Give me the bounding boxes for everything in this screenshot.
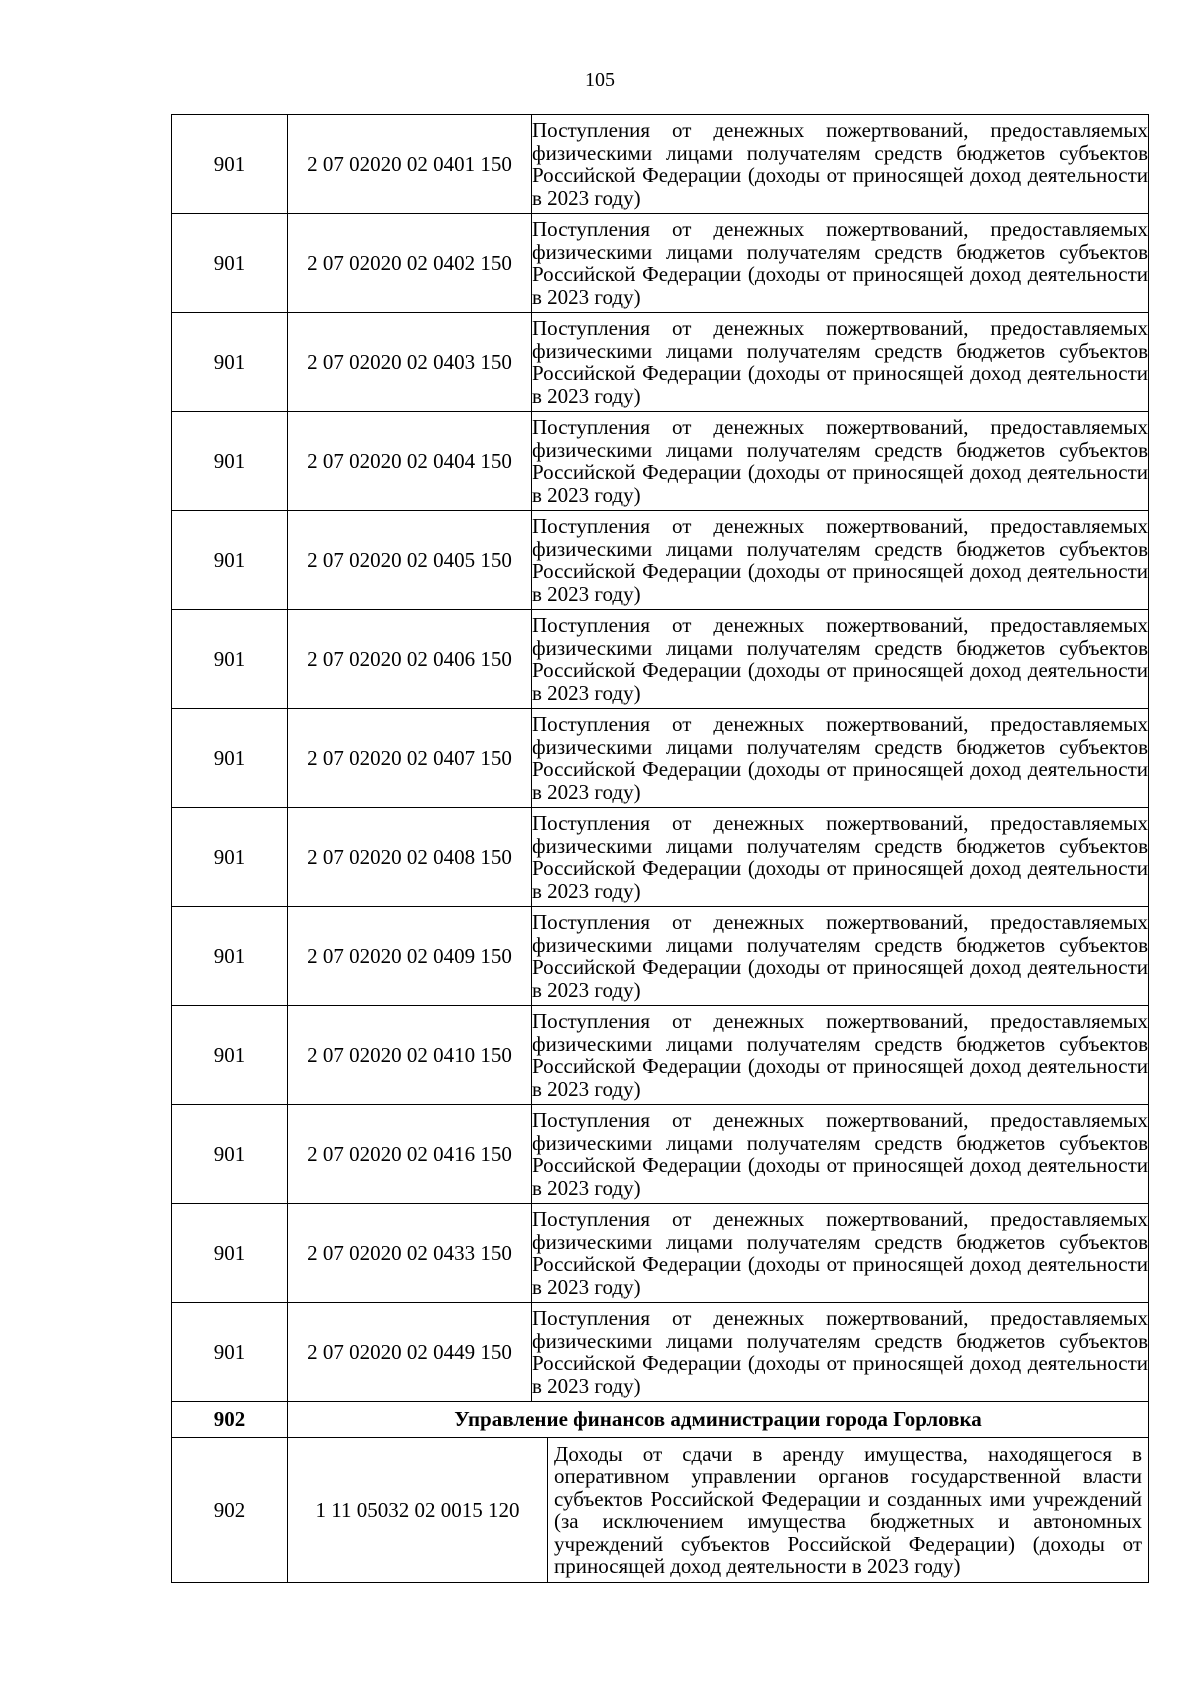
- revenue-code-cell: 2 07 02020 02 0407 150: [288, 709, 532, 808]
- admin-code-cell: 901: [172, 214, 288, 313]
- description-cell: Поступления от денежных пожертвований, предоставляемых физическими лицами получателям средств бюджетов субъектов Российской Федерации (доходы от приносящей доход деятельности в 2023 году): [532, 313, 1149, 412]
- revenue-code-cell: 2 07 02020 02 0406 150: [288, 610, 532, 709]
- table-row: [172, 808, 1149, 907]
- admin-code-cell: 901: [172, 1204, 288, 1303]
- revenue-code-cell: 2 07 02020 02 0403 150: [288, 313, 532, 412]
- table-row: [172, 1105, 1149, 1204]
- admin-code-cell: 901: [172, 511, 288, 610]
- description-cell: Доходы от сдачи в аренду имущества, находящегося в оперативном управлении органов государственной власти субъектов Российской Федерации и созданных ими учреждений (за исключением имущества бюджетных и автономных учреждений субъектов Российской Федерации) (доходы от приносящей доход деятельности в 2023 году): [554, 1441, 1142, 1578]
- section-admin-code: 902: [172, 1402, 288, 1438]
- revenue-code-cell: 2 07 02020 02 0402 150: [288, 214, 532, 313]
- description-cell: Поступления от денежных пожертвований, предоставляемых физическими лицами получателям средств бюджетов субъектов Российской Федерации (доходы от приносящей доход деятельности в 2023 году): [532, 115, 1149, 214]
- table-row: [172, 511, 1149, 610]
- table-row: [172, 1204, 1149, 1303]
- admin-code-cell: 901: [172, 115, 288, 214]
- admin-code-cell: 901: [172, 1105, 288, 1204]
- table-row: [172, 214, 1149, 313]
- revenue-code-cell: 1 11 05032 02 0015 120: [288, 1438, 548, 1582]
- description-cell: Поступления от денежных пожертвований, предоставляемых физическими лицами получателям средств бюджетов субъектов Российской Федерации (доходы от приносящей доход деятельности в 2023 году): [532, 808, 1149, 907]
- admin-code-cell: 901: [172, 610, 288, 709]
- admin-code-cell: 902: [172, 1438, 288, 1583]
- section-header-row: [172, 1402, 1149, 1438]
- admin-code-cell: 901: [172, 313, 288, 412]
- table-row: [172, 610, 1149, 709]
- description-cell: Поступления от денежных пожертвований, предоставляемых физическими лицами получателям средств бюджетов субъектов Российской Федерации (доходы от приносящей доход деятельности в 2023 году): [532, 1204, 1149, 1303]
- revenue-code-cell: 2 07 02020 02 0408 150: [288, 808, 532, 907]
- table-row: [172, 412, 1149, 511]
- admin-code-cell: 901: [172, 1303, 288, 1402]
- admin-code-cell: 901: [172, 709, 288, 808]
- description-cell: Поступления от денежных пожертвований, предоставляемых физическими лицами получателям средств бюджетов субъектов Российской Федерации (доходы от приносящей доход деятельности в 2023 году): [532, 1303, 1149, 1402]
- table-row: [172, 1303, 1149, 1402]
- revenue-code-cell: 2 07 02020 02 0409 150: [288, 907, 532, 1006]
- table-row: [172, 115, 1149, 214]
- table-row: [172, 1006, 1149, 1105]
- description-cell: Поступления от денежных пожертвований, предоставляемых физическими лицами получателям средств бюджетов субъектов Российской Федерации (доходы от приносящей доход деятельности в 2023 году): [532, 1006, 1149, 1105]
- section-title: Управление финансов администрации города Горловка: [288, 1402, 1149, 1438]
- revenue-code-cell: 2 07 02020 02 0449 150: [288, 1303, 532, 1402]
- revenue-code-cell: 2 07 02020 02 0405 150: [288, 511, 532, 610]
- admin-code-cell: 901: [172, 412, 288, 511]
- revenue-code-cell: 2 07 02020 02 0401 150: [288, 115, 532, 214]
- description-cell: Поступления от денежных пожертвований, предоставляемых физическими лицами получателям средств бюджетов субъектов Российской Федерации (доходы от приносящей доход деятельности в 2023 году): [532, 1105, 1149, 1204]
- table-body: [172, 115, 1149, 1583]
- description-cell: Поступления от денежных пожертвований, предоставляемых физическими лицами получателям средств бюджетов субъектов Российской Федерации (доходы от приносящей доход деятельности в 2023 году): [532, 412, 1149, 511]
- description-cell: Поступления от денежных пожертвований, предоставляемых физическими лицами получателям средств бюджетов субъектов Российской Федерации (доходы от приносящей доход деятельности в 2023 году): [532, 511, 1149, 610]
- revenue-codes-table: [171, 114, 1149, 1583]
- revenue-code-cell: 2 07 02020 02 0416 150: [288, 1105, 532, 1204]
- admin-code-cell: 901: [172, 1006, 288, 1105]
- table-row: [172, 709, 1149, 808]
- table-row: [172, 313, 1149, 412]
- admin-code-cell: 901: [172, 808, 288, 907]
- description-cell: Поступления от денежных пожертвований, предоставляемых физическими лицами получателям средств бюджетов субъектов Российской Федерации (доходы от приносящей доход деятельности в 2023 году): [532, 907, 1149, 1006]
- description-cell: Поступления от денежных пожертвований, предоставляемых физическими лицами получателям средств бюджетов субъектов Российской Федерации (доходы от приносящей доход деятельности в 2023 году): [532, 214, 1149, 313]
- revenue-code-cell: 2 07 02020 02 0433 150: [288, 1204, 532, 1303]
- page-number: 105: [585, 69, 615, 91]
- revenue-code-cell: 2 07 02020 02 0410 150: [288, 1006, 532, 1105]
- description-cell: Поступления от денежных пожертвований, предоставляемых физическими лицами получателям средств бюджетов субъектов Российской Федерации (доходы от приносящей доход деятельности в 2023 году): [532, 709, 1149, 808]
- revenue-code-cell: 2 07 02020 02 0404 150: [288, 412, 532, 511]
- table-row: [172, 907, 1149, 1006]
- table-row: [172, 1438, 1149, 1583]
- admin-code-cell: 901: [172, 907, 288, 1006]
- code-description-split: [288, 1438, 1149, 1583]
- description-cell: Поступления от денежных пожертвований, предоставляемых физическими лицами получателям средств бюджетов субъектов Российской Федерации (доходы от приносящей доход деятельности в 2023 году): [532, 610, 1149, 709]
